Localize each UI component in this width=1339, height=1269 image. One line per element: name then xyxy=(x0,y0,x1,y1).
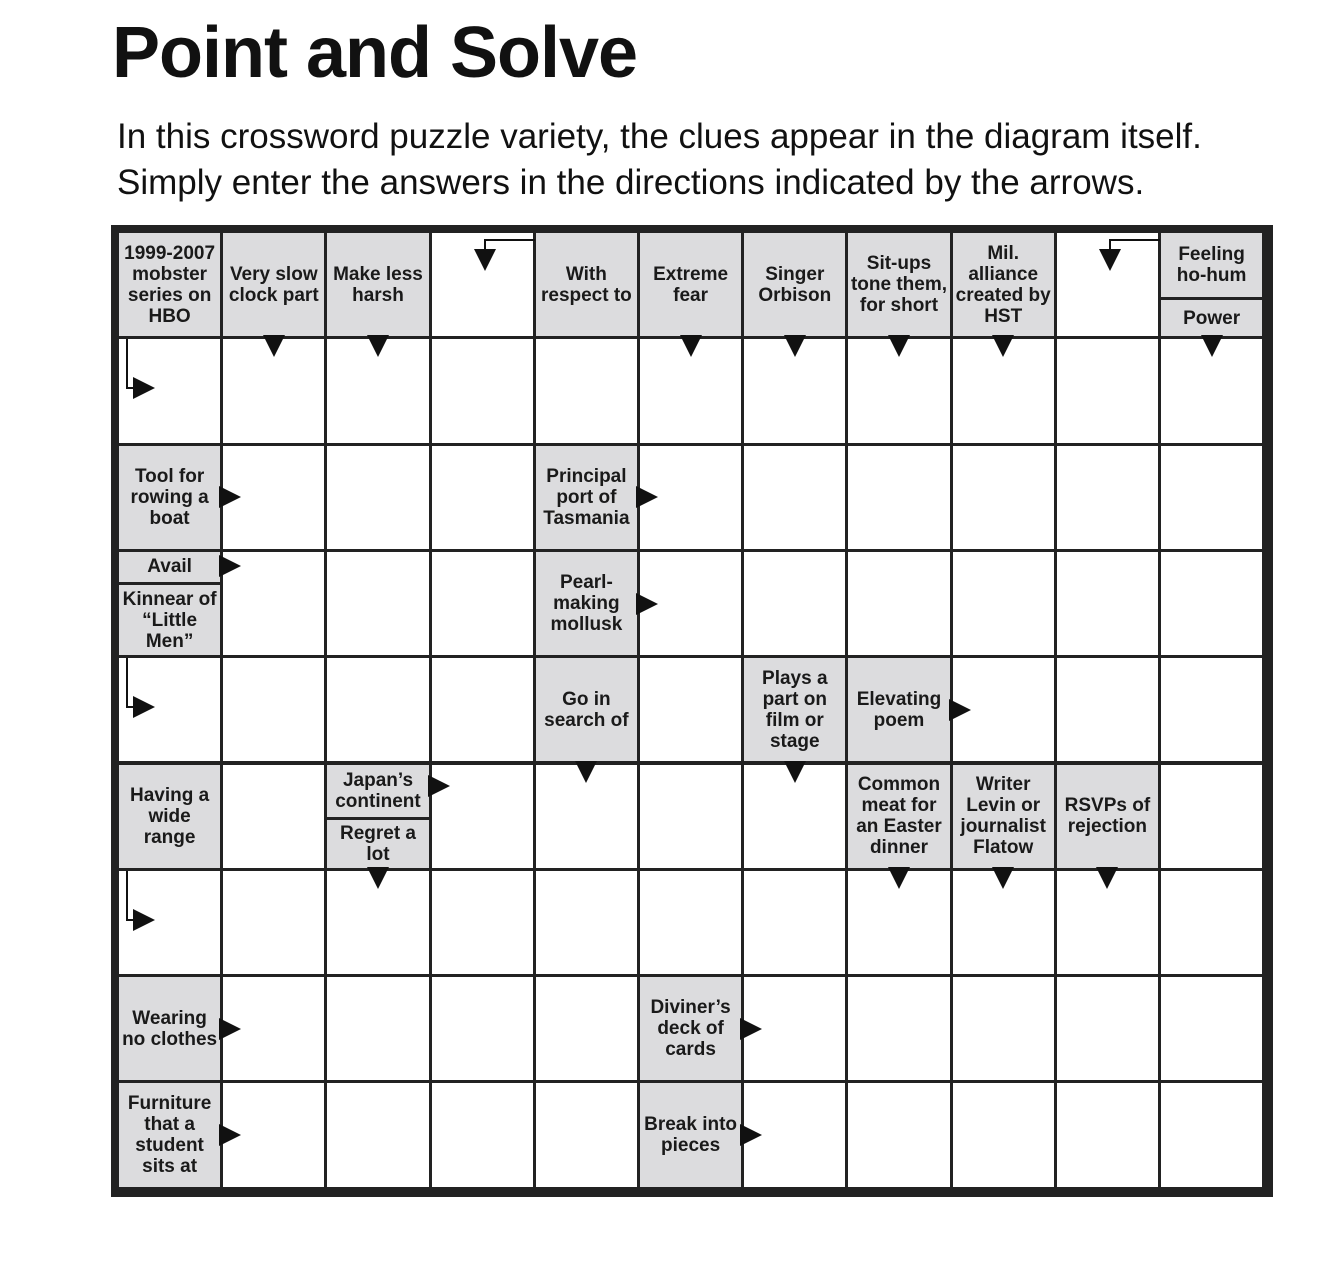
clue-cell xyxy=(953,765,1054,868)
clue-text: Elevating poem xyxy=(856,688,942,731)
clue-cell xyxy=(119,977,220,1080)
clue-cell xyxy=(848,233,949,336)
down-arrow-icon xyxy=(784,761,806,783)
answer-cell[interactable] xyxy=(640,765,741,868)
clue-cell xyxy=(536,446,637,549)
down-arrow-icon xyxy=(1201,335,1223,357)
answer-cell[interactable] xyxy=(640,871,741,974)
down-arrow-icon xyxy=(888,867,910,889)
answer-cell[interactable] xyxy=(432,658,533,761)
answer-cell[interactable] xyxy=(1161,765,1262,868)
right-arrow-icon xyxy=(636,486,658,508)
right-arrow-icon xyxy=(219,486,241,508)
clue-text: Tool for rowing a boat xyxy=(130,465,209,529)
clue-cell xyxy=(848,658,949,761)
answer-cell[interactable] xyxy=(536,871,637,974)
right-arrow-icon xyxy=(636,593,658,615)
right-arrow-icon xyxy=(740,1124,762,1146)
clue-text: Break into pieces xyxy=(644,1114,738,1157)
answer-cell[interactable] xyxy=(953,552,1054,655)
bent-arrow-head-icon xyxy=(1099,249,1121,271)
clue-bottom-text: Kinnear of “Little Men” xyxy=(122,588,217,652)
clue-top-text: Japan’s continent xyxy=(335,769,421,812)
answer-cell[interactable] xyxy=(744,552,845,655)
clue-top-text: Avail xyxy=(147,556,192,578)
answer-cell[interactable] xyxy=(432,552,533,655)
clue-top-text: Feeling ho-hum xyxy=(1176,244,1247,286)
answer-cell[interactable] xyxy=(744,446,845,549)
clue-cell xyxy=(640,233,741,336)
right-arrow-icon xyxy=(219,1124,241,1146)
clue-text: Plays a part on film or stage xyxy=(762,667,828,752)
clue-text: Mil. alliance created by HST xyxy=(955,242,1051,327)
clue-text: Singer Orbison xyxy=(758,263,832,306)
clue-text: Extreme fear xyxy=(653,263,729,306)
clue-text: With respect to xyxy=(540,263,632,306)
answer-cell[interactable] xyxy=(327,446,428,549)
clue-bottom-text: Regret a lot xyxy=(339,822,416,865)
answer-cell[interactable] xyxy=(223,765,324,868)
clue-text: Common meat for an Easter dinner xyxy=(856,774,942,859)
down-arrow-icon xyxy=(367,335,389,357)
answer-cell[interactable] xyxy=(953,1083,1054,1186)
clue-text: Pearl-making mollusk xyxy=(550,572,623,636)
answer-cell[interactable] xyxy=(536,1083,637,1186)
clue-text: Make less harsh xyxy=(333,263,423,306)
clue-cell-top xyxy=(327,765,428,817)
clue-cell xyxy=(327,233,428,336)
clue-cell xyxy=(119,446,220,549)
answer-cell[interactable] xyxy=(432,339,533,442)
answer-cell[interactable] xyxy=(1057,446,1158,549)
answer-cell[interactable] xyxy=(432,977,533,1080)
down-arrow-icon xyxy=(992,867,1014,889)
answer-cell[interactable] xyxy=(223,871,324,974)
right-arrow-icon xyxy=(219,1018,241,1040)
clue-cell-bottom xyxy=(119,585,220,655)
answer-cell[interactable] xyxy=(327,1083,428,1186)
answer-cell[interactable] xyxy=(848,977,949,1080)
answer-cell[interactable] xyxy=(1057,1083,1158,1186)
answer-cell[interactable] xyxy=(744,871,845,974)
clue-cell xyxy=(119,765,220,868)
answer-cell[interactable] xyxy=(432,1083,533,1186)
answer-cell[interactable] xyxy=(1161,658,1262,761)
clue-text: Having a wide range xyxy=(129,784,210,848)
page-title: Point and Solve xyxy=(112,13,638,93)
clue-cell xyxy=(744,233,845,336)
down-arrow-icon xyxy=(575,761,597,783)
down-arrow-icon xyxy=(888,335,910,357)
clue-text: Principal port of Tasmania xyxy=(543,465,630,529)
bent-arrow-head-icon xyxy=(133,909,155,931)
clue-cell xyxy=(640,1083,741,1186)
clue-cell xyxy=(536,658,637,761)
bent-arrow-head-icon xyxy=(133,377,155,399)
clue-cell-top xyxy=(1161,233,1262,297)
clue-text: Writer Levin or journalist Flatow xyxy=(960,774,1046,859)
instructions-line-2: Simply enter the answers in the directions indicated by the arrows. xyxy=(117,163,1145,202)
answer-cell[interactable] xyxy=(848,1083,949,1186)
answer-cell[interactable] xyxy=(1057,339,1158,442)
right-arrow-icon xyxy=(740,1018,762,1040)
answer-cell[interactable] xyxy=(327,552,428,655)
answer-cell[interactable] xyxy=(1057,977,1158,1080)
answer-cell[interactable] xyxy=(848,446,949,549)
answer-cell[interactable] xyxy=(223,658,324,761)
answer-cell[interactable] xyxy=(1161,552,1262,655)
bent-arrow-head-icon xyxy=(474,249,496,271)
bent-arrow-head-icon xyxy=(133,696,155,718)
instructions-line-1: In this crossword puzzle variety, the clues appear in the diagram itself. xyxy=(117,117,1202,156)
answer-cell[interactable] xyxy=(1057,552,1158,655)
clue-cell-bottom xyxy=(327,820,428,868)
answer-cell[interactable] xyxy=(640,658,741,761)
clue-cell xyxy=(640,977,741,1080)
down-arrow-icon xyxy=(263,335,285,357)
clue-text: Furniture that a student sits at xyxy=(127,1093,212,1178)
clue-cell xyxy=(848,765,949,868)
answer-cell[interactable] xyxy=(327,658,428,761)
clue-text: Go in search of xyxy=(544,688,629,731)
down-arrow-icon xyxy=(680,335,702,357)
clue-text: RSVPs of rejection xyxy=(1064,795,1151,838)
clue-cell xyxy=(223,233,324,336)
instructions xyxy=(117,114,1317,206)
clue-bottom-text: Power xyxy=(1183,307,1241,329)
clue-cell xyxy=(119,233,220,336)
answer-cell[interactable] xyxy=(536,339,637,442)
clue-text: Wearing no clothes xyxy=(122,1007,218,1050)
clue-cell xyxy=(119,1083,220,1186)
down-arrow-icon xyxy=(992,335,1014,357)
answer-cell[interactable] xyxy=(1161,1083,1262,1186)
answer-cell[interactable] xyxy=(1161,446,1262,549)
right-arrow-icon xyxy=(219,555,241,577)
clue-cell xyxy=(744,658,845,761)
clue-cell-bottom xyxy=(1161,300,1262,336)
clue-cell xyxy=(536,233,637,336)
clue-text: Sit-ups tone them, for short xyxy=(850,253,948,317)
clue-cell xyxy=(536,552,637,655)
clue-cell xyxy=(1057,765,1158,868)
answer-cell[interactable] xyxy=(327,977,428,1080)
clue-text: 1999-2007 mobster series on HBO xyxy=(124,242,216,327)
answer-cell[interactable] xyxy=(1161,977,1262,1080)
clue-cell-top xyxy=(119,552,220,582)
answer-cell[interactable] xyxy=(432,446,533,549)
down-arrow-icon xyxy=(1096,867,1118,889)
clue-text: Diviner’s deck of cards xyxy=(650,997,731,1061)
answer-cell[interactable] xyxy=(848,552,949,655)
down-arrow-icon xyxy=(784,335,806,357)
answer-cell[interactable] xyxy=(953,977,1054,1080)
answer-cell[interactable] xyxy=(953,446,1054,549)
clue-text: Very slow clock part xyxy=(228,263,319,306)
answer-cell[interactable] xyxy=(1057,658,1158,761)
answer-cell[interactable] xyxy=(1161,871,1262,974)
crossword-grid xyxy=(111,225,1273,1197)
down-arrow-icon xyxy=(367,867,389,889)
right-arrow-icon xyxy=(949,699,971,721)
clue-cell xyxy=(953,233,1054,336)
right-arrow-icon xyxy=(428,775,450,797)
answer-cell[interactable] xyxy=(536,977,637,1080)
answer-cell[interactable] xyxy=(432,871,533,974)
